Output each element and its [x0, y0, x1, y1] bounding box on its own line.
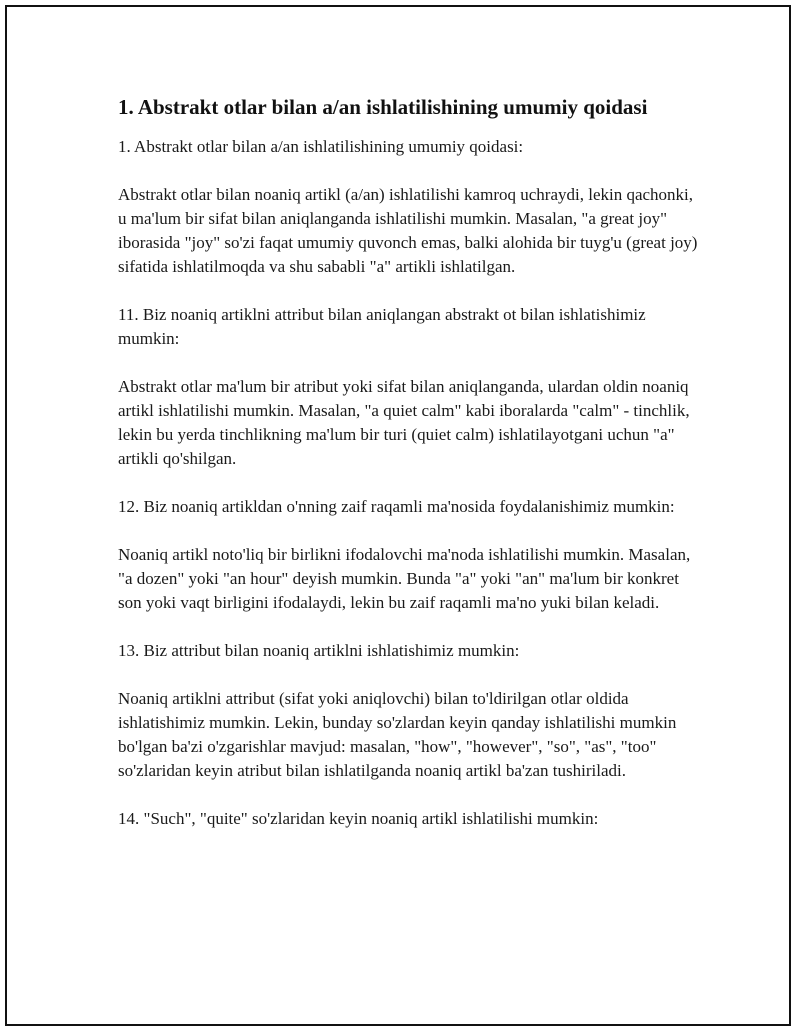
- paragraph-8: Noaniq artiklni attribut (sifat yoki aniqlovchi) bilan to'ldirilgan otlar oldida ishlatishimiz mumkin. Lekin, bunday so'zlardan keyin qanday ishlatilishi mumkin bo'lgan ba'zi o'zgarishlar mavjud: masalan, "how", "however", "so", "as", "too" so'zlaridan keyin atribut bilan ishlatilganda noaniq artikl ba'zan tushiriladi.: [118, 689, 677, 780]
- document-body: [118, 92, 698, 855]
- paragraph-6: Noaniq artikl noto'liq bir birlikni ifodalovchi ma'noda ishlatilishi mumkin. Masalan, "a dozen" yoki "an hour" deyish mumkin. Bunda "a" yoki "an" ma'lum bir konkret son yoki vaqt birligini ifodalaydi, lekin bu zaif raqamli ma'no yuki bilan keladi.: [118, 545, 691, 612]
- paragraph-1: 1. Abstrakt otlar bilan a/an ishlatilishining umumiy qoidasi:: [118, 137, 524, 156]
- paragraph-3: 11. Biz noaniq artiklni attribut bilan aniqlangan abstrakt ot bilan ishlatishimiz mumkin:: [118, 305, 646, 348]
- paragraph-5: 12. Biz noaniq artikldan o'nning zaif raqamli ma'nosida foydalanishimiz mumkin:: [118, 497, 675, 516]
- paragraph-4: Abstrakt otlar ma'lum bir atribut yoki sifat bilan aniqlanganda, ulardan oldin noaniq artikl ishlatilishi mumkin. Masalan, "a quiet calm" kabi iboralarda "calm" - tinchlik, lekin bu yerda tinchlikning ma'lum bir turi (quiet calm) ishlatilayotgani uchun "a" artikli qo'shilgan.: [118, 377, 690, 468]
- paragraph-9: 14. "Such", "quite" so'zlaridan keyin noaniq artikl ishlatilishi mumkin:: [118, 809, 599, 828]
- document-title: 1. Abstrakt otlar bilan a/an ishlatilishining umumiy qoidasi: [118, 95, 648, 119]
- paragraph-7: 13. Biz attribut bilan noaniq artiklni ishlatishimiz mumkin:: [118, 641, 520, 660]
- paragraph-2: Abstrakt otlar bilan noaniq artikl (a/an) ishlatilishi kamroq uchraydi, lekin qachonki, u ma'lum bir sifat bilan aniqlanganda ishlatilishi mumkin. Masalan, "a great joy" iborasida "joy" so'zi faqat umumiy quvonch emas, balki alohida bir tuyg'u (great joy) sifatida ishlatilmoqda va shu sababli "a" artikli ishlatilgan.: [118, 185, 698, 276]
